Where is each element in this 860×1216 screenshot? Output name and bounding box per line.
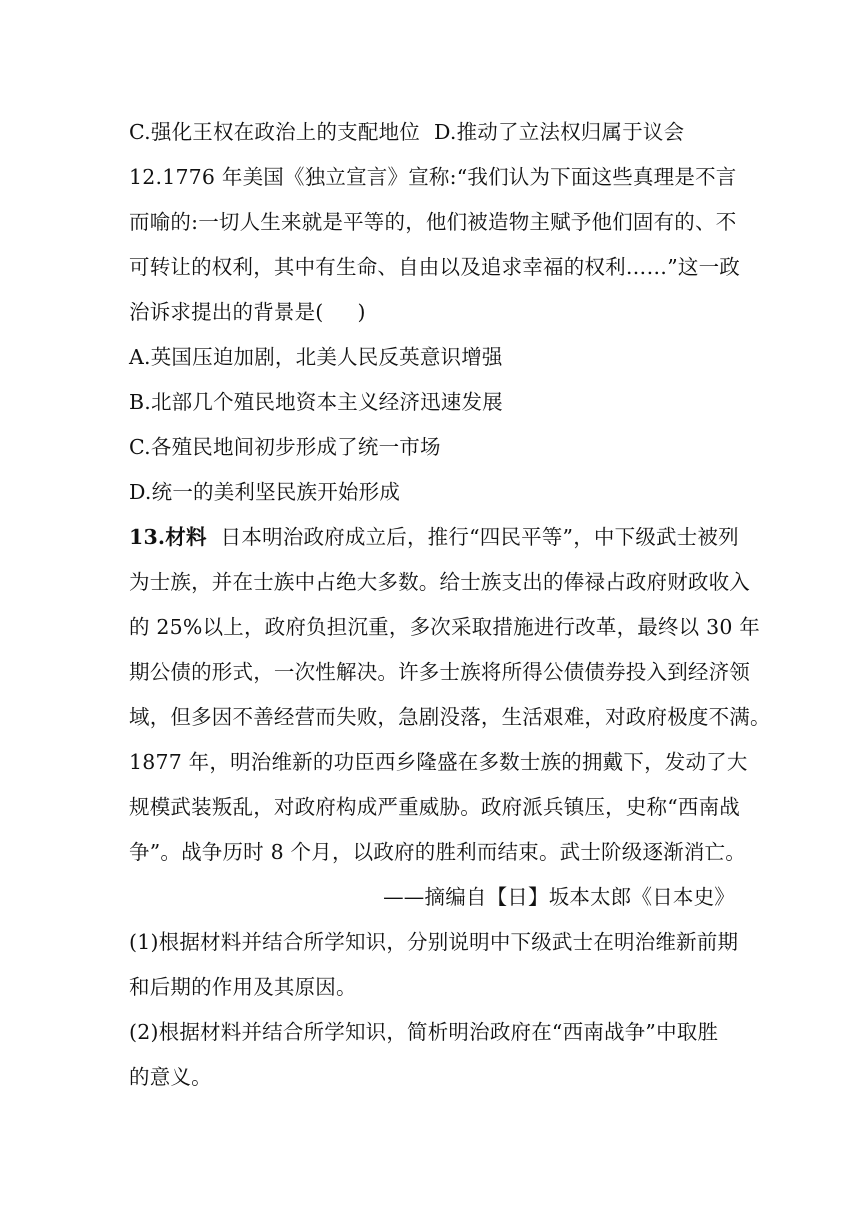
q12-option-d: D.统一的美利坚民族开始形成 [129, 480, 401, 504]
q13-source-citation: ——摘编自【日】坂本太郎《日本史》 [383, 885, 735, 909]
q11-option-c: C.强化王权在政治上的支配地位 [129, 120, 420, 144]
document-page [129, 110, 771, 1100]
q13-material-line-4: 期公债的形式，一次性解决。许多士族将所得公债债券投入到经济领 [129, 660, 750, 684]
q12-stem-line-2: 而喻的:一切人生来就是平等的，他们被造物主赋予他们固有的、不 [129, 210, 737, 234]
q12-stem-line-4 [129, 290, 739, 335]
q13-first-line [129, 515, 739, 560]
q13-material-line-6: 1877 年，明治维新的功臣西乡隆盛在多数士族的拥戴下，发动了大 [129, 750, 748, 774]
q13-sub1-line-2: 和后期的作用及其原因。 [129, 975, 357, 999]
q13-first-line-text: 日本明治政府成立后，推行“四民平等”，中下级武士被列 [220, 525, 739, 549]
q13-material-line-2: 为士族，并在士族中占绝大多数。给士族支出的俸禄占政府财政收入 [129, 570, 750, 594]
q13-material-line-5: 域，但多因不善经营而失败，急剧没落，生活艰难，对政府极度不满。 [129, 705, 771, 729]
q13-material-line-3: 的 25%以上，政府负担沉重，多次采取措施进行改革，最终以 30 年 [129, 615, 760, 639]
q13-material-line-8: 争”。战争历时 8 个月，以政府的胜利而结束。武士阶级逐渐消亡。 [129, 840, 746, 864]
q11-options-cd [129, 110, 739, 155]
q13-sub2-line-2: 的意义。 [129, 1065, 212, 1089]
q12-stem-line-3: 可转让的权利，其中有生命、自由以及追求幸福的权利……”这一政 [129, 255, 740, 279]
q12-option-b: B.北部几个殖民地资本主义经济迅速发展 [129, 390, 503, 414]
q13-material-line-7: 规模武装叛乱，对政府构成严重威胁。政府派兵镇压，史称“西南战 [129, 795, 740, 819]
q12-stem-line-1: 12.1776 年美国《独立宣言》宣称:“我们认为下面这些真理是不言 [129, 165, 737, 189]
q12-stem-close-paren: ) [357, 300, 366, 324]
q13-sub2-line-1: (2)根据材料并结合所学知识，简析明治政府在“西南战争”中取胜 [129, 1020, 719, 1044]
q13-sub1-line-1: (1)根据材料并结合所学知识，分别说明中下级武士在明治维新前期 [129, 930, 739, 954]
q11-option-d: D.推动了立法权归属于议会 [433, 120, 685, 144]
q12-option-a: A.英国压迫加剧，北美人民反英意识增强 [129, 345, 503, 369]
q12-option-c: C.各殖民地间初步形成了统一市场 [129, 435, 441, 459]
q13-number-label: 13.材料 [129, 525, 207, 549]
q12-stem-text: 治诉求提出的背景是( [129, 300, 324, 324]
